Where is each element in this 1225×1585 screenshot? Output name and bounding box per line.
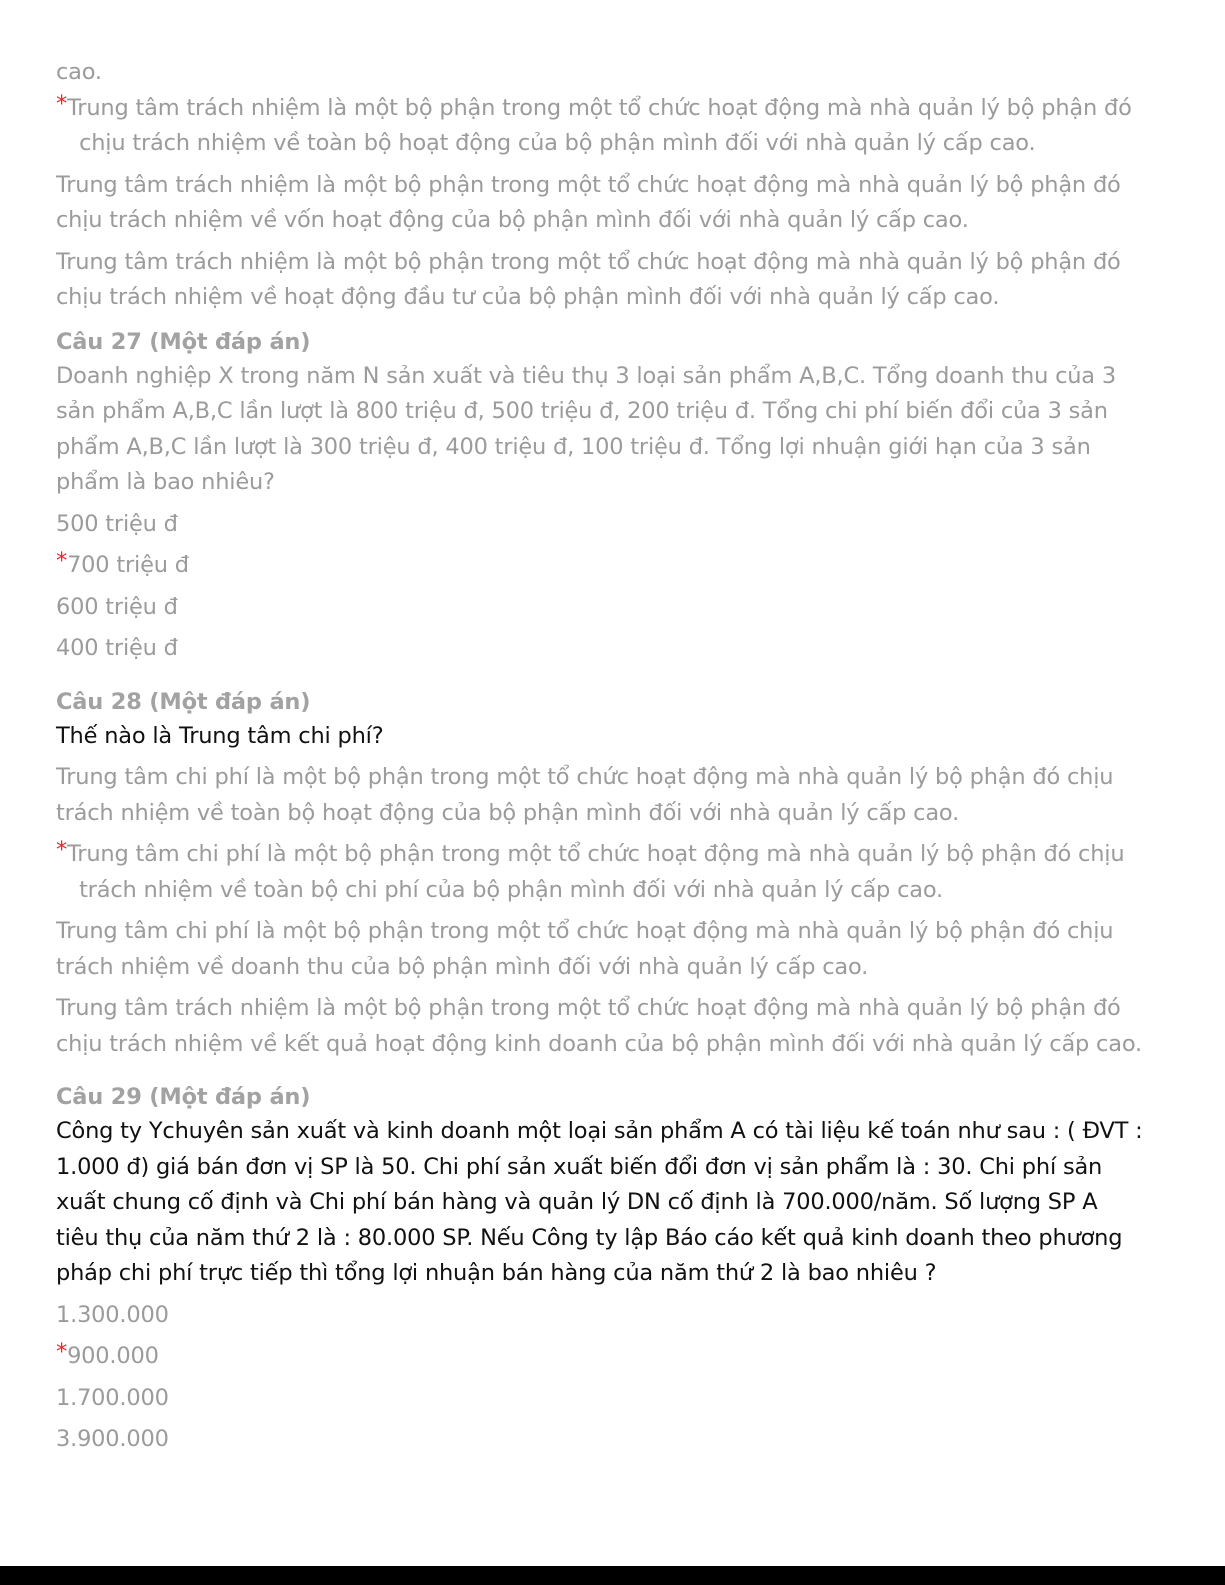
question-text-line: 1.000 đ) giá bán đơn vị SP là 50. Chi phí sản xuất biến đổi đơn vị sản phẩm là : 30. Chi phí sản <box>56 1153 1103 1180</box>
answer-line: Trung tâm trách nhiệm là một bộ phận trong một tổ chức hoạt động mà nhà quản lý bộ phận đó <box>56 995 1121 1021</box>
question-text-line: Thế nào là Trung tâm chi phí? <box>56 722 384 749</box>
answer-line: Trung tâm chi phí là một bộ phận trong một tổ chức hoạt động mà nhà quản lý bộ phận đó chịu <box>56 764 1114 790</box>
answer-line: 600 triệu đ <box>56 593 178 620</box>
correct-marker: * <box>56 548 68 574</box>
answer-option-correct[interactable] <box>56 1339 1166 1375</box>
question-text <box>56 719 1166 755</box>
question-text-line: Doanh nghiệp X trong năm N sản xuất và tiêu thụ 3 loại sản phẩm A,B,C. Tổng doanh thu của 3 <box>56 362 1116 389</box>
answer-option[interactable] <box>56 168 1166 239</box>
question-text-line: pháp chi phí trực tiếp thì tổng lợi nhuận bán hàng của năm thứ 2 là bao nhiêu ? <box>56 1260 937 1286</box>
answer-line: Trung tâm chi phí là một bộ phận trong một tổ chức hoạt động mà nhà quản lý bộ phận đó chịu <box>67 841 1125 867</box>
answer-line: chịu trách nhiệm về vốn hoạt động của bộ phận mình đối với nhà quản lý cấp cao. <box>56 207 969 233</box>
question-title: Câu 28 (Một đáp án) <box>56 688 311 715</box>
answer-line: trách nhiệm về toàn bộ chi phí của bộ phận mình đối với nhà quản lý cấp cao. <box>79 876 943 903</box>
answer-option-correct[interactable] <box>56 837 1166 908</box>
answer-line: 500 triệu đ <box>56 510 178 537</box>
answer-option[interactable] <box>56 631 1166 667</box>
answer-line: 1.700.000 <box>56 1384 169 1411</box>
answer-line: 3.900.000 <box>56 1426 169 1452</box>
answer-line: 700 triệu đ <box>67 552 189 578</box>
answer-line: 900.000 <box>67 1343 159 1369</box>
question-title: Câu 29 (Một đáp án) <box>56 1084 311 1110</box>
answer-line: Trung tâm trách nhiệm là một bộ phận trong một tổ chức hoạt động mà nhà quản lý bộ phận đó <box>56 171 1121 198</box>
question-block <box>56 685 1166 1063</box>
question-text-line: Công ty Ychuyên sản xuất và kinh doanh một loại sản phẩm A có tài liệu kế toán như sau : ( ĐVT : <box>56 1118 1143 1144</box>
answer-text <box>67 91 1132 162</box>
answer-line: Trung tâm chi phí là một bộ phận trong một tổ chức hoạt động mà nhà quản lý bộ phận đó chịu <box>56 918 1114 944</box>
answer-option[interactable] <box>56 245 1166 316</box>
answer-line: 400 triệu đ <box>56 635 178 661</box>
answer-line: trách nhiệm về toàn bộ hoạt động của bộ phận mình đối với nhà quản lý cấp cao. <box>56 799 960 826</box>
answer-option-correct[interactable] <box>56 548 1166 584</box>
answer-option[interactable] <box>56 507 1166 543</box>
answer-line: chịu trách nhiệm về toàn bộ hoạt động của bộ phận mình đối với nhà quản lý cấp cao. <box>79 130 1036 156</box>
answer-option[interactable] <box>56 1422 1166 1458</box>
answer-line: chịu trách nhiệm về kết quả hoạt động kinh doanh của bộ phận mình đối với nhà quản lý cấp cao. <box>56 1030 1142 1057</box>
answer-line: chịu trách nhiệm về hoạt động đầu tư của bộ phận mình đối với nhà quản lý cấp cao. <box>56 284 1000 310</box>
answer-line: trách nhiệm về doanh thu của bộ phận mình đối với nhà quản lý cấp cao. <box>56 953 869 980</box>
question-text-line: phẩm là bao nhiêu? <box>56 469 275 495</box>
answer-text <box>67 837 1124 908</box>
previous-answer-list <box>56 91 1166 316</box>
answer-option[interactable] <box>56 914 1166 985</box>
answer-option[interactable] <box>56 590 1166 626</box>
question-list <box>56 325 1166 1458</box>
question-text-line: tiêu thụ của năm thứ 2 là : 80.000 SP. Nếu Công ty lập Báo cáo kết quả kinh doanh theo phương <box>56 1224 1123 1251</box>
question-title: Câu 27 (Một đáp án) <box>56 328 311 355</box>
question-text-line: xuất chung cố định và Chi phí bán hàng và quản lý DN cố định là 700.000/năm. Số lượng SP A <box>56 1189 1098 1215</box>
quiz-document <box>56 55 1166 1458</box>
answer-list <box>56 1298 1166 1458</box>
bottom-rule <box>0 1566 1225 1585</box>
answer-option[interactable] <box>56 1298 1166 1334</box>
question-block <box>56 325 1166 667</box>
answer-list <box>56 507 1166 667</box>
answer-text <box>67 548 189 584</box>
answer-line: 1.300.000 <box>56 1301 169 1328</box>
question-text-line: sản phẩm A,B,C lần lượt là 800 triệu đ, 500 triệu đ, 200 triệu đ. Tổng chi phí biến đổi của 3 sản <box>56 398 1108 424</box>
answer-list <box>56 760 1166 1062</box>
answer-option[interactable] <box>56 1381 1166 1417</box>
correct-marker: * <box>56 1339 68 1365</box>
correct-marker: * <box>56 837 68 863</box>
answer-option-correct[interactable] <box>56 91 1166 162</box>
answer-line: Trung tâm trách nhiệm là một bộ phận trong một tổ chức hoạt động mà nhà quản lý bộ phận đó <box>67 94 1132 121</box>
answer-line: Trung tâm trách nhiệm là một bộ phận trong một tổ chức hoạt động mà nhà quản lý bộ phận đó <box>56 248 1121 275</box>
answer-option[interactable] <box>56 760 1166 831</box>
question-block <box>56 1080 1166 1458</box>
previous-question-fragment: cao. <box>56 59 102 85</box>
answer-text <box>67 1339 159 1375</box>
question-text <box>56 1114 1166 1292</box>
correct-marker: * <box>56 90 68 117</box>
question-text <box>56 359 1166 501</box>
answer-option[interactable] <box>56 991 1166 1062</box>
question-text-line: phẩm A,B,C lần lượt là 300 triệu đ, 400 triệu đ, 100 triệu đ. Tổng lợi nhuận giới hạn của 3 sản <box>56 433 1091 460</box>
